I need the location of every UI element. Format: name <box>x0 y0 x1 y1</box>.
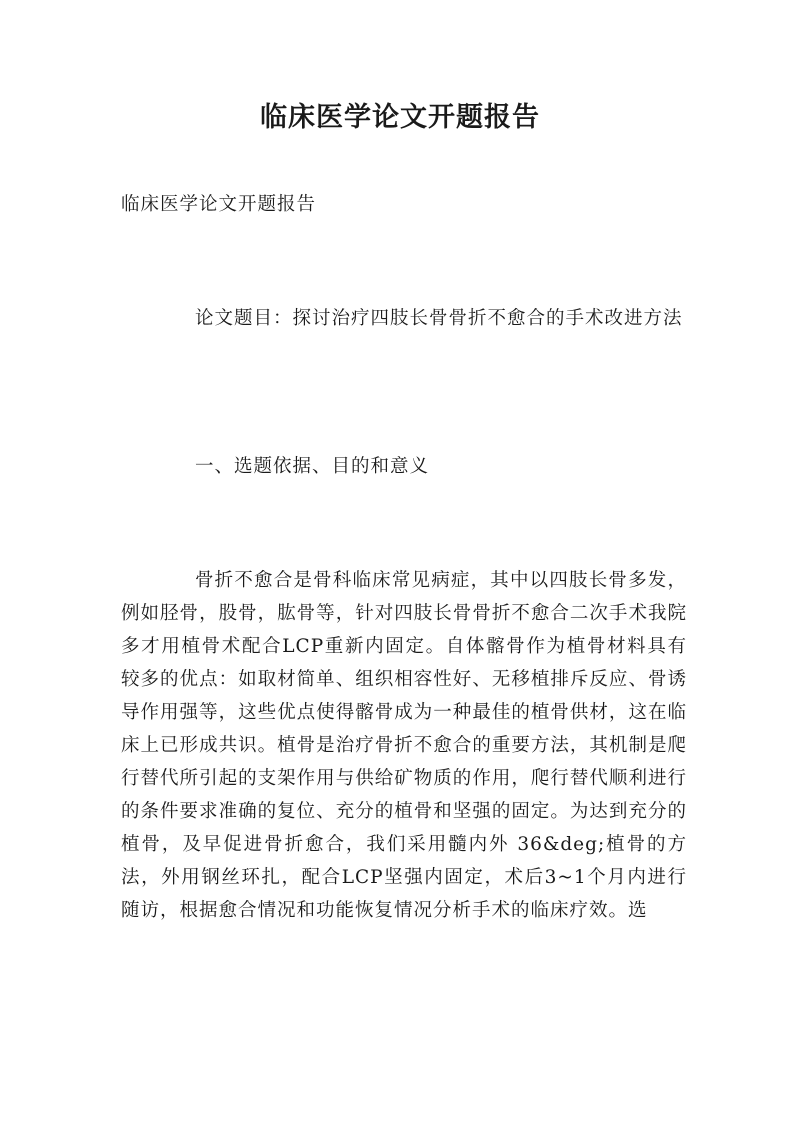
document-title: 临床医学论文开题报告 <box>260 102 540 133</box>
thesis-topic-line: 论文题目：探讨治疗四肢长骨骨折不愈合的手术改进方法 <box>195 308 683 329</box>
body-paragraph: 骨折不愈合是骨科临床常见病症，其中以四肢长骨多发，例如胫骨，股骨，肱骨等，针对四肢长骨骨折不愈合二次手术我院多才用植骨术配合LCP重新内固定。自体髂骨作为植骨材料具有较多的优点：如取材简单、组织相容性好、无移植排斥反应、骨诱导作用强等，这些优点使得髂骨成为一种最佳的植骨供材，这在临床上已形成共识。植骨是治疗骨折不愈合的重要方法，其机制是爬行替代所引起的支架作用与供给矿物质的作用，爬行替代顺利进行的条件要求准确的复位、充分的植骨和坚强的固定。为达到充分的植骨，及早促进骨折愈合，我们采用髓内外 36&deg;植骨的方法，外用钢丝环扎，配合LCP坚强内固定，术后3~1个月内进行随访，根据愈合情况和功能恢复情况分析手术的临床疗效。选 <box>121 570 687 921</box>
section-heading: 一、选题依据、目的和意义 <box>195 456 430 477</box>
document-subtitle: 临床医学论文开题报告 <box>121 194 317 215</box>
